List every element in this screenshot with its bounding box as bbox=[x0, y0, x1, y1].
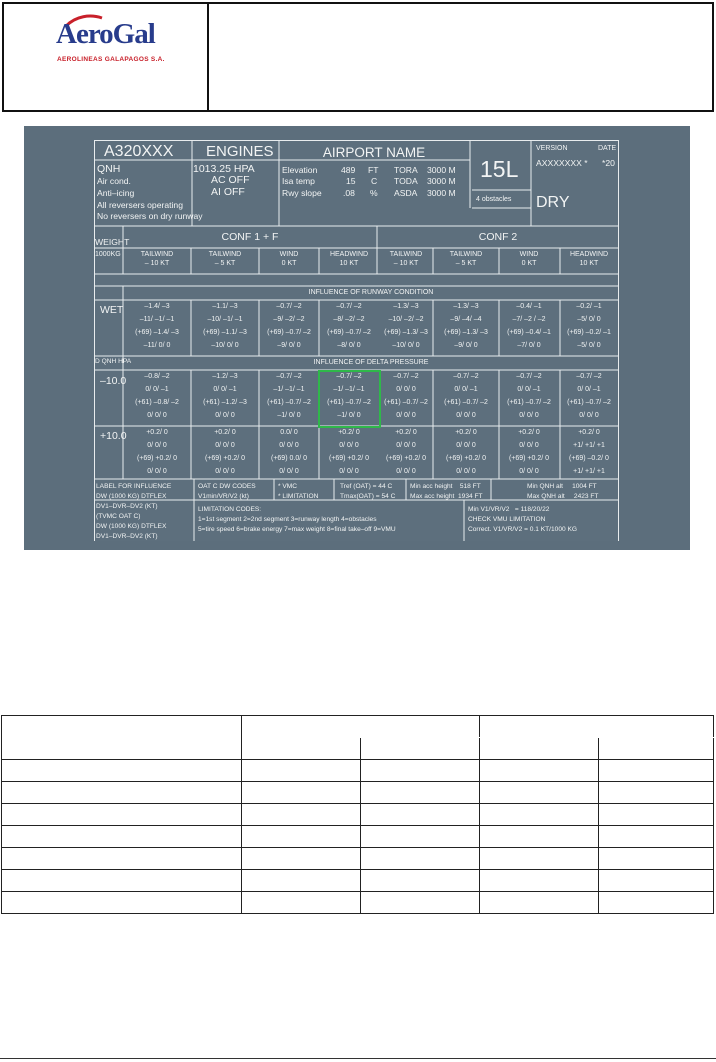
wind-header-line2: – 10 KT bbox=[144, 260, 170, 267]
table-cell bbox=[599, 782, 714, 804]
cell-value: –9/ 0/ 0 bbox=[454, 342, 478, 349]
cell-value: (+61) –0.7/ –2 bbox=[327, 399, 371, 406]
runway-id: 15L bbox=[480, 156, 519, 182]
table-row bbox=[2, 716, 714, 738]
cell-value: –0.7/ –2 bbox=[336, 303, 362, 310]
table-cell bbox=[599, 892, 714, 914]
wind-header-line1: WIND bbox=[279, 251, 299, 258]
cell-value: (+69) +0.2/ 0 bbox=[204, 455, 246, 462]
wind-header-line1: HEADWIND bbox=[569, 251, 609, 258]
logo-cell bbox=[4, 4, 209, 110]
wind-header-line1: TAILWIND bbox=[449, 251, 483, 258]
isa-unit: C bbox=[371, 176, 378, 186]
cell-value: –10/ –1/ –1 bbox=[207, 316, 243, 323]
table-row bbox=[2, 892, 714, 914]
cell-value: 0.0/ 0 bbox=[280, 429, 298, 436]
cell-value: –1.4/ –3 bbox=[144, 303, 170, 310]
antiice-label: Anti–icing bbox=[97, 188, 135, 198]
wet-label: WET bbox=[100, 304, 124, 316]
cell-value: 0/ 0/ –1 bbox=[577, 386, 601, 393]
cell-value: –0.7/ –2 bbox=[576, 373, 602, 380]
cell-value: 0/ 0/ 0 bbox=[456, 412, 476, 419]
table-cell bbox=[599, 804, 714, 826]
wind-header-line1: TAILWIND bbox=[140, 251, 174, 258]
table-cell bbox=[480, 892, 599, 914]
cell-value: –0.7/ –2 bbox=[516, 373, 542, 380]
toda-value: 3000 M bbox=[427, 176, 456, 186]
cell-value: +0.2/ 0 bbox=[578, 429, 600, 436]
table-cell bbox=[599, 760, 714, 782]
table-cell bbox=[242, 826, 361, 848]
table-cell bbox=[361, 804, 480, 826]
aircraft-type: A320XXX bbox=[104, 143, 174, 160]
cell-value: –1.1/ –3 bbox=[212, 303, 238, 310]
table-cell bbox=[242, 804, 361, 826]
cell-value: –5/ 0/ 0 bbox=[577, 316, 601, 323]
cell-value: (+69) –0.2/ –1 bbox=[567, 329, 611, 336]
table-cell bbox=[2, 716, 242, 760]
cell-value: (+69) –1.3/ –3 bbox=[384, 329, 428, 336]
cell-value: (+61) –1.2/ –3 bbox=[203, 399, 247, 406]
cell-value: 0/ 0/ 0 bbox=[519, 468, 539, 475]
cell-value: +1/ +1/ +1 bbox=[573, 468, 605, 475]
cell-value: –1.3/ –3 bbox=[453, 303, 479, 310]
runway-state: DRY bbox=[536, 194, 570, 211]
cell-value: (+69) +0.2/ 0 bbox=[508, 455, 550, 462]
cell-value: –0.7/ –2 bbox=[453, 373, 479, 380]
cell-value: (+69) 0.0/ 0 bbox=[271, 455, 307, 462]
table-cell bbox=[480, 870, 599, 892]
legend-vmc: * VMC * LIMITATION bbox=[278, 483, 319, 500]
slope-label: Rwy slope bbox=[282, 188, 322, 198]
influence-runway-title: INFLUENCE OF RUNWAY CONDITION bbox=[308, 289, 434, 296]
table-cell bbox=[480, 826, 599, 848]
toda-label: TODA bbox=[394, 176, 418, 186]
wind-header-line1: HEADWIND bbox=[329, 251, 369, 258]
logo-subtitle: AEROLINEAS GALAPAGOS S.A. bbox=[57, 56, 165, 63]
cell-value: (+69) –1.1/ –3 bbox=[203, 329, 247, 336]
cell-value: –1.3/ –3 bbox=[393, 303, 419, 310]
legend-limitation-codes: LIMITATION CODES: 1=1st segment 2=2nd segment 3=runway length 4=obstacles 5=tire speed 6=brake energy 7=max weight 8=final take–off 9=VMU bbox=[198, 506, 396, 533]
cell-value: –0.7/ –2 bbox=[393, 373, 419, 380]
wind-header-line2: 10 KT bbox=[579, 260, 599, 267]
isa-value: 15 bbox=[346, 176, 356, 186]
aircond-label: Air cond. bbox=[97, 176, 131, 186]
obstacles: 4 obstacles bbox=[476, 196, 512, 203]
header-empty-cell bbox=[209, 4, 712, 110]
wind-header-line2: 10 KT bbox=[339, 260, 359, 267]
legend-min-v1: Min V1/VR/V2 = 118/20/22 CHECK VMU LIMITATION Correct. V1/VR/V2 = 0.1 KT/1000 KG bbox=[468, 506, 578, 533]
cell-value: +1/ +1/ +1 bbox=[573, 442, 605, 449]
version-value: AXXXXXXX * bbox=[536, 158, 588, 168]
cell-value: (+69) +0.2/ 0 bbox=[385, 455, 427, 462]
asda-label: ASDA bbox=[394, 188, 418, 198]
cell-value: –1/ –1/ –1 bbox=[273, 386, 305, 393]
cell-value: (+69) –0.7/ –2 bbox=[327, 329, 371, 336]
cell-value: 0/ 0/ 0 bbox=[579, 412, 599, 419]
cell-value: 0/ 0/ 0 bbox=[215, 412, 235, 419]
cell-value: 0/ 0/ 0 bbox=[396, 442, 416, 449]
table-cell bbox=[2, 826, 242, 848]
cell-value: –1/ –1/ –1 bbox=[333, 386, 365, 393]
cell-value: 0/ 0/ 0 bbox=[396, 386, 416, 393]
cell-value: 0/ 0/ –1 bbox=[145, 386, 169, 393]
cell-value: +0.2/ 0 bbox=[518, 429, 540, 436]
rtow-card bbox=[94, 140, 619, 541]
table-cell bbox=[242, 782, 361, 804]
cell-value: (+61) –0.8/ –2 bbox=[135, 399, 179, 406]
cell-value: –1/ 0/ 0 bbox=[277, 412, 301, 419]
cell-value: (+69) –0.7/ –2 bbox=[267, 329, 311, 336]
cell-value: 0/ 0/ 0 bbox=[147, 442, 167, 449]
cell-value: –0.7/ –2 bbox=[336, 373, 362, 380]
tora-label: TORA bbox=[394, 165, 418, 175]
cell-value: 0/ 0/ 0 bbox=[147, 468, 167, 475]
cell-value: –9/ –4/ –4 bbox=[450, 316, 482, 323]
table-row bbox=[2, 848, 714, 870]
slope-value: .08 bbox=[343, 188, 355, 198]
conf1-header: CONF 1 + F bbox=[221, 231, 279, 243]
cell-value: +0.2/ 0 bbox=[214, 429, 236, 436]
cell-value: –9/ –2/ –2 bbox=[273, 316, 305, 323]
table-cell bbox=[599, 848, 714, 870]
date-label: DATE bbox=[598, 145, 617, 152]
table-row bbox=[2, 804, 714, 826]
table-cell bbox=[480, 716, 714, 738]
pos-qnh-label: +10.0 bbox=[100, 430, 127, 442]
cell-value: –10/ –2/ –2 bbox=[388, 316, 424, 323]
cell-value: 0/ 0/ 0 bbox=[339, 468, 359, 475]
weight-label: WEIGHT bbox=[95, 237, 130, 247]
cell-value: (+61) –0.7/ –2 bbox=[567, 399, 611, 406]
table-cell bbox=[480, 738, 599, 760]
wind-header-line1: TAILWIND bbox=[208, 251, 242, 258]
cell-value: –5/ 0/ 0 bbox=[577, 342, 601, 349]
cell-value: –0.2/ –1 bbox=[576, 303, 602, 310]
table-cell bbox=[2, 870, 242, 892]
wind-header-line2: – 5 KT bbox=[214, 260, 236, 267]
cell-value: –8/ –2/ –2 bbox=[333, 316, 365, 323]
cell-value: +0.2/ 0 bbox=[455, 429, 477, 436]
wind-header-line2: – 5 KT bbox=[455, 260, 477, 267]
version-label: VERSION bbox=[536, 145, 568, 152]
table-cell bbox=[480, 760, 599, 782]
elevation-label: Elevation bbox=[282, 165, 318, 175]
cell-value: –7/ –2 / –2 bbox=[512, 316, 546, 323]
cell-value: (+61) –0.7/ –2 bbox=[507, 399, 551, 406]
cell-value: –1.2/ –3 bbox=[212, 373, 238, 380]
cell-value: 0/ 0/ 0 bbox=[396, 468, 416, 475]
blank-results-table bbox=[1, 715, 714, 914]
cell-value: +0.2/ 0 bbox=[146, 429, 168, 436]
aircond-value: AC OFF bbox=[211, 174, 250, 186]
neg-qnh-label: –10.0 bbox=[100, 375, 127, 387]
antiice-value: AI OFF bbox=[211, 186, 245, 198]
legend-acc-height: Min acc height 518 FT Max acc height 1934 FT bbox=[410, 483, 483, 500]
footer-divider bbox=[0, 1058, 716, 1059]
qnh-label: QNH bbox=[97, 163, 121, 175]
cell-value: –0.8/ –2 bbox=[144, 373, 170, 380]
elevation-unit: FT bbox=[368, 165, 379, 175]
cell-value: (+69) +0.2/ 0 bbox=[445, 455, 487, 462]
cell-value: 0/ 0/ –1 bbox=[454, 386, 478, 393]
cell-value: (+61) –0.7/ –2 bbox=[384, 399, 428, 406]
cell-value: –0.7/ –2 bbox=[276, 303, 302, 310]
legend-oat-codes: OAT C DW CODES V1min/VR/V2 (kt) bbox=[198, 483, 256, 500]
date-value: *20 bbox=[602, 158, 615, 168]
legend-tref: Tref (OAT) = 44 C Tmax(OAT) = 54 C bbox=[340, 483, 396, 500]
influence-delta-title: INFLUENCE OF DELTA PRESSURE bbox=[313, 359, 429, 366]
logo bbox=[56, 18, 155, 51]
table-cell bbox=[361, 826, 480, 848]
cell-value: –0.7/ –2 bbox=[276, 373, 302, 380]
legend-influence: LABEL FOR INFLUENCE DW (1000 KG) DTFLEX DV1–DVR–DV2 (KT) (TVMC OAT C) DW (1000 KG) DTFLEX DV1–DVR–DV2 (KT) bbox=[96, 483, 172, 540]
cell-value: 0/ 0/ 0 bbox=[456, 468, 476, 475]
cell-value: (+69) –1.3/ –3 bbox=[444, 329, 488, 336]
cell-value: 0/ 0/ 0 bbox=[519, 442, 539, 449]
table-cell bbox=[361, 870, 480, 892]
table-row bbox=[2, 782, 714, 804]
table-row bbox=[2, 760, 714, 782]
table-cell bbox=[242, 848, 361, 870]
cell-value: 0/ 0/ 0 bbox=[396, 412, 416, 419]
cell-value: 0/ 0/ 0 bbox=[519, 412, 539, 419]
cell-value: 0/ 0/ –1 bbox=[213, 386, 237, 393]
weight-unit: 1000KG bbox=[95, 251, 121, 258]
table-cell bbox=[242, 716, 480, 738]
cell-value: +0.2/ 0 bbox=[395, 429, 417, 436]
table-cell bbox=[2, 848, 242, 870]
cell-value: 0/ 0/ 0 bbox=[279, 442, 299, 449]
table-cell bbox=[599, 738, 714, 760]
elevation-value: 489 bbox=[341, 165, 356, 175]
logo-part-a: Aero bbox=[56, 18, 113, 50]
table-cell bbox=[242, 738, 361, 760]
wind-header-line1: TAILWIND bbox=[389, 251, 423, 258]
cell-value: (+69) –1.4/ –3 bbox=[135, 329, 179, 336]
cell-value: (+61) –0.7/ –2 bbox=[444, 399, 488, 406]
cell-value: 0/ 0/ 0 bbox=[456, 442, 476, 449]
airport-name: AIRPORT NAME bbox=[322, 145, 426, 160]
logo-part-b: Gal bbox=[112, 18, 155, 50]
cell-value: (+69) –0.2/ 0 bbox=[569, 455, 609, 462]
isa-label: Isa temp bbox=[282, 176, 315, 186]
cell-value: 0/ 0/ –1 bbox=[517, 386, 541, 393]
dqnh-label: D QNH HPA bbox=[95, 358, 132, 365]
table-cell bbox=[361, 738, 480, 760]
wind-header-line2: – 10 KT bbox=[393, 260, 419, 267]
reversers-dry: No reversers on dry runway bbox=[97, 211, 203, 221]
table-cell bbox=[361, 892, 480, 914]
wind-header-line2: 0 KT bbox=[281, 260, 297, 267]
reversers-operating: All reversers operating bbox=[97, 200, 183, 210]
legend-qnh-alt: Min QNH alt 1004 FT Max QNH alt 2423 FT bbox=[527, 483, 599, 500]
table-cell bbox=[599, 826, 714, 848]
engines-title: ENGINES bbox=[206, 143, 274, 160]
table-cell bbox=[361, 782, 480, 804]
table-cell bbox=[242, 760, 361, 782]
cell-value: 0/ 0/ 0 bbox=[339, 442, 359, 449]
table-cell bbox=[2, 782, 242, 804]
table-cell bbox=[361, 848, 480, 870]
conf2-header: CONF 2 bbox=[478, 231, 518, 243]
slope-unit: % bbox=[370, 188, 378, 198]
document-header bbox=[2, 2, 714, 112]
cell-value: –8/ 0/ 0 bbox=[337, 342, 361, 349]
cell-value: +0.2/ 0 bbox=[338, 429, 360, 436]
takeoff-chart-photo bbox=[24, 126, 690, 550]
cell-value: (+69) +0.2/ 0 bbox=[136, 455, 178, 462]
cell-value: –0.4/ –1 bbox=[516, 303, 542, 310]
cell-value: –10/ 0/ 0 bbox=[392, 342, 420, 349]
table-cell bbox=[2, 760, 242, 782]
cell-value: 0/ 0/ 0 bbox=[215, 468, 235, 475]
table-row bbox=[2, 826, 714, 848]
table-cell bbox=[2, 892, 242, 914]
cell-value: (+61) –0.7/ –2 bbox=[267, 399, 311, 406]
tora-value: 3000 M bbox=[427, 165, 456, 175]
cell-value: –1/ 0/ 0 bbox=[337, 412, 361, 419]
cell-value: 0/ 0/ 0 bbox=[279, 468, 299, 475]
cell-value: –7/ 0/ 0 bbox=[517, 342, 541, 349]
cell-value: –11/ 0/ 0 bbox=[143, 342, 171, 349]
wind-header-line2: 0 KT bbox=[521, 260, 537, 267]
table-cell bbox=[242, 892, 361, 914]
cell-value: –11/ –1/ –1 bbox=[139, 316, 175, 323]
cell-value: (+69) –0.4/ –1 bbox=[507, 329, 551, 336]
table-cell bbox=[480, 782, 599, 804]
wind-header-line1: WIND bbox=[519, 251, 539, 258]
table-cell bbox=[2, 804, 242, 826]
table-cell bbox=[480, 848, 599, 870]
table-row bbox=[2, 870, 714, 892]
table-cell bbox=[361, 760, 480, 782]
cell-value: –9/ 0/ 0 bbox=[277, 342, 301, 349]
cell-value: –10/ 0/ 0 bbox=[211, 342, 239, 349]
table-cell bbox=[242, 870, 361, 892]
cell-value: (+69) +0.2/ 0 bbox=[328, 455, 370, 462]
table-cell bbox=[599, 870, 714, 892]
asda-value: 3000 M bbox=[427, 188, 456, 198]
cell-value: 0/ 0/ 0 bbox=[147, 412, 167, 419]
qnh-value: 1013.25 HPA bbox=[193, 163, 255, 175]
table-cell bbox=[480, 804, 599, 826]
cell-value: 0/ 0/ 0 bbox=[215, 442, 235, 449]
